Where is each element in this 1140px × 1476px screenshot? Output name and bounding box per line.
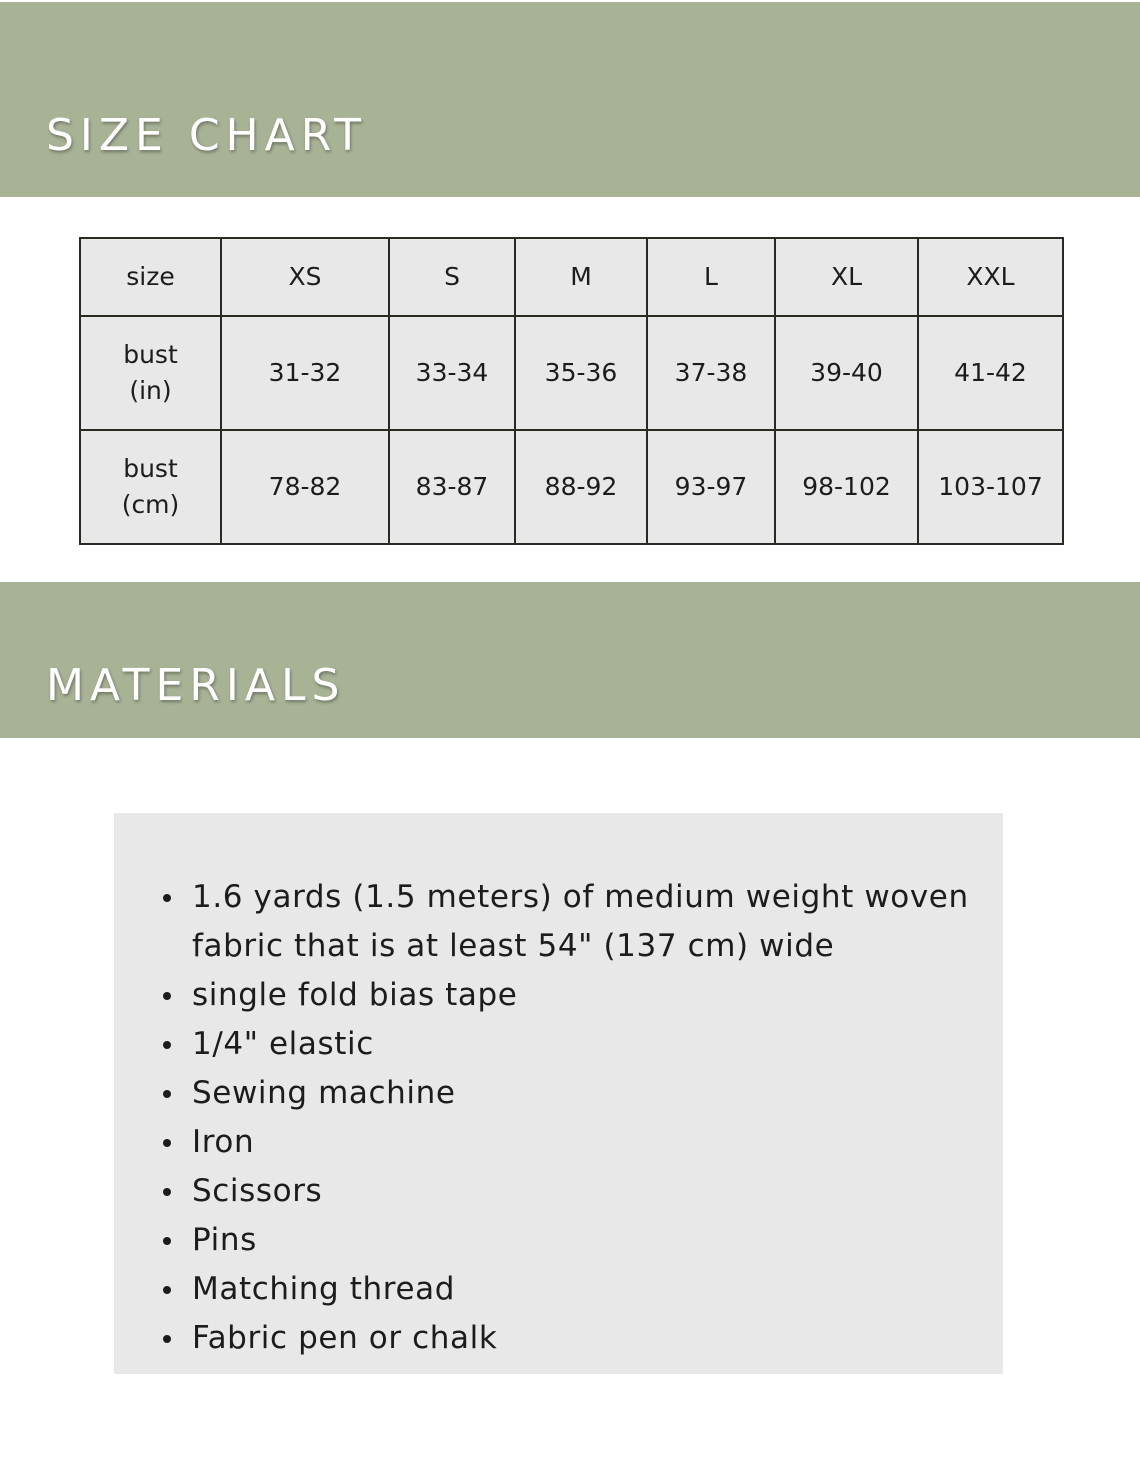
row-label-line2: (in): [129, 376, 172, 405]
size-chart-table: [79, 237, 1064, 545]
bullet-icon: [163, 1090, 171, 1098]
header-size-m: M: [515, 238, 647, 316]
list-item-text: Matching thread: [192, 1271, 455, 1307]
list-item-text: 1/4" elastic: [192, 1026, 374, 1062]
list-item: [114, 1216, 1003, 1265]
header-size-label: size: [80, 238, 221, 316]
bullet-icon: [163, 992, 171, 1000]
bullet-icon: [163, 1188, 171, 1196]
list-item-text: Pins: [192, 1222, 257, 1258]
table-cell: 88-92: [515, 430, 647, 544]
list-item: [114, 1118, 1003, 1167]
row-label-bust-cm: [80, 430, 221, 544]
list-item-text: single fold bias tape: [192, 977, 518, 1013]
size-chart-banner: [0, 2, 1140, 197]
size-chart-title: SIZE CHART: [46, 110, 367, 161]
header-size-xxl: XXL: [918, 238, 1063, 316]
row-label-bust-in: [80, 316, 221, 430]
header-size-xl: XL: [775, 238, 918, 316]
table-cell: 41-42: [918, 316, 1063, 430]
table-cell: 98-102: [775, 430, 918, 544]
list-item: [114, 971, 1003, 1020]
bullet-icon: [163, 1139, 171, 1147]
row-label-line1: bust: [123, 340, 178, 369]
materials-title: MATERIALS: [46, 660, 346, 711]
table-cell: 35-36: [515, 316, 647, 430]
table-cell: 83-87: [389, 430, 515, 544]
materials-banner: [0, 582, 1140, 738]
table-cell: 39-40: [775, 316, 918, 430]
table-row: [80, 316, 1063, 430]
list-item: [114, 1167, 1003, 1216]
list-item: [114, 873, 1003, 971]
table-cell: 31-32: [221, 316, 389, 430]
bullet-icon: [163, 1335, 171, 1343]
list-item-text: 1.6 yards (1.5 meters) of medium weight woven fabric that is at least 54" (137 cm) wide: [192, 879, 969, 964]
table-cell: 33-34: [389, 316, 515, 430]
table-cell: 103-107: [918, 430, 1063, 544]
table-cell: 78-82: [221, 430, 389, 544]
list-item-text: Fabric pen or chalk: [192, 1320, 498, 1356]
materials-box: [114, 813, 1003, 1374]
table-cell: 37-38: [647, 316, 775, 430]
list-item: [114, 1069, 1003, 1118]
header-size-xs: XS: [221, 238, 389, 316]
bullet-icon: [163, 1041, 171, 1049]
list-item-text: Scissors: [192, 1173, 323, 1209]
header-size-s: S: [389, 238, 515, 316]
table-row: [80, 430, 1063, 544]
bullet-icon: [163, 1237, 171, 1245]
list-item: [114, 1020, 1003, 1069]
list-item: [114, 1265, 1003, 1314]
list-item: [114, 1314, 1003, 1363]
materials-list: [114, 873, 1003, 1363]
list-item-text: Sewing machine: [192, 1075, 456, 1111]
list-item-text: Iron: [192, 1124, 255, 1160]
table-header-row: [80, 238, 1063, 316]
row-label-line1: bust: [123, 454, 178, 483]
bullet-icon: [163, 1286, 171, 1294]
header-size-l: L: [647, 238, 775, 316]
table-cell: 93-97: [647, 430, 775, 544]
bullet-icon: [163, 894, 171, 902]
row-label-line2: (cm): [121, 490, 180, 519]
